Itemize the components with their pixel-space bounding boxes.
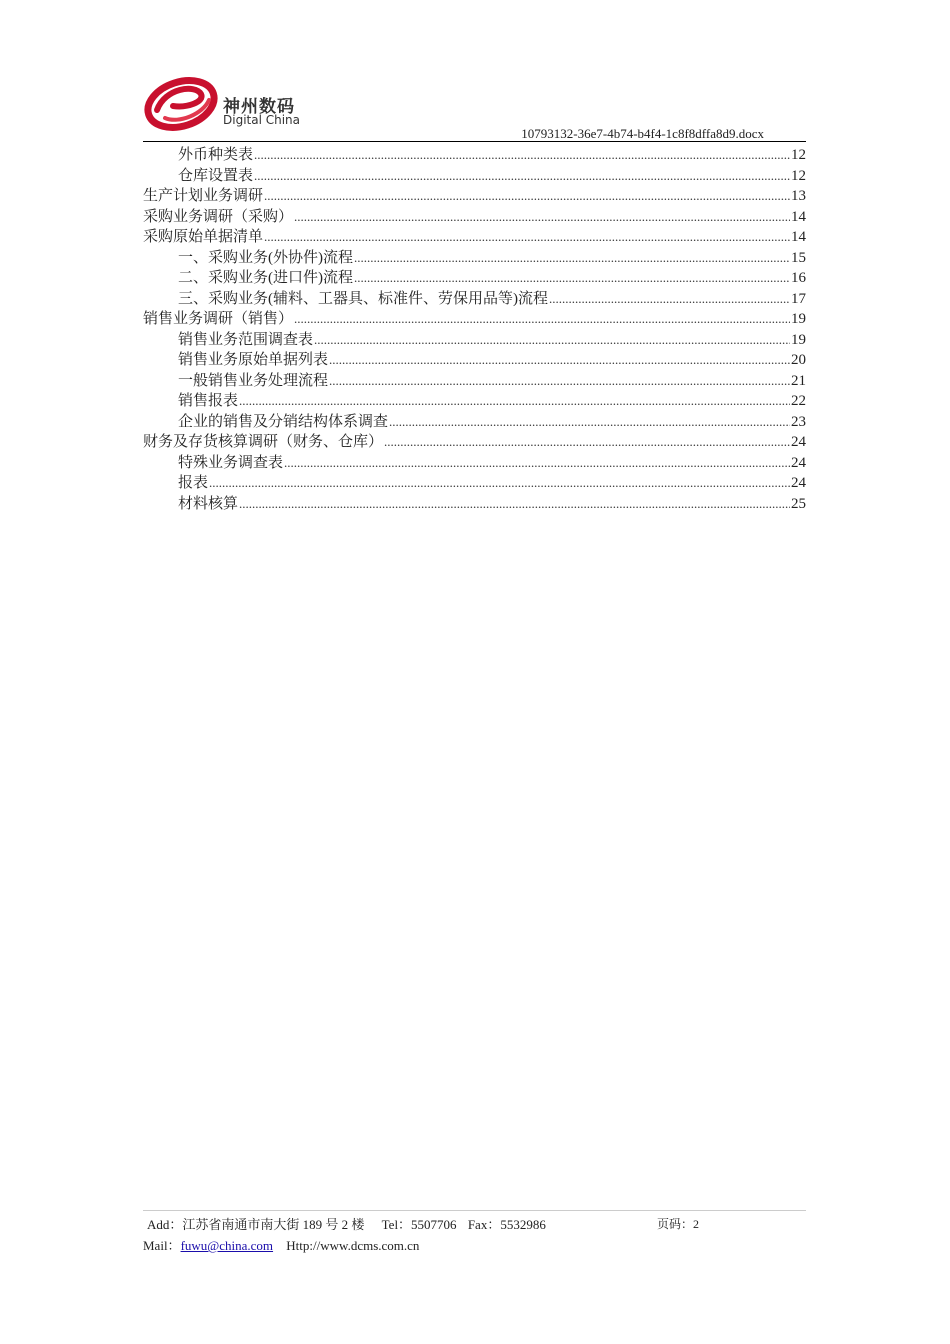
toc-entry[interactable] xyxy=(143,248,806,269)
toc-leader-dots xyxy=(384,432,790,453)
footer-tel: Tel：5507706 xyxy=(381,1217,457,1232)
toc-entry-title: 采购业务调研（采购） xyxy=(143,208,294,225)
toc-entry-title: 销售业务原始单据列表 xyxy=(178,352,329,368)
document-filename: 10793132-36e7-4b74-b4f4-1c8f8dffa8d9.docx xyxy=(521,126,764,141)
toc-leader-dots xyxy=(264,227,790,248)
toc-entry[interactable] xyxy=(143,166,806,187)
toc-entry-title: 外币种类表 xyxy=(178,147,254,163)
toc-entry-title: 销售业务调研（销售） xyxy=(143,311,294,327)
footer-divider xyxy=(143,1210,806,1211)
page-footer xyxy=(143,1214,806,1256)
toc-leader-dots xyxy=(549,289,790,310)
toc-entry-title: 财务及存货核算调研（财务、仓库） xyxy=(143,434,384,450)
toc-entry-page: 15 xyxy=(791,249,806,266)
toc-entry-page: 14 xyxy=(791,229,806,245)
toc-entry[interactable] xyxy=(143,330,806,351)
toc-leader-dots xyxy=(254,145,790,166)
footer-mail-link[interactable]: fuwu@china.com xyxy=(180,1238,274,1253)
toc-entry-title: 采购原始单据清单 xyxy=(143,229,264,245)
footer-mail-label: Mail： xyxy=(143,1238,181,1253)
toc-entry-title: 一般销售业务处理流程 xyxy=(178,372,329,389)
toc-entry-title: 销售报表 xyxy=(178,393,239,409)
toc-entry-page: 24 xyxy=(791,454,806,471)
toc-leader-dots xyxy=(389,412,790,433)
toc-entry-page: 16 xyxy=(791,270,806,286)
footer-fax: Fax：5532986 xyxy=(467,1217,546,1232)
toc-entry[interactable] xyxy=(143,309,806,330)
toc-leader-dots xyxy=(294,207,790,228)
header-divider xyxy=(143,141,806,142)
toc-entry-page: 14 xyxy=(791,208,806,225)
toc-entry-page: 24 xyxy=(791,475,806,491)
toc-entry-title: 企业的销售及分销结构体系调查 xyxy=(178,413,389,430)
toc-entry[interactable] xyxy=(143,412,806,433)
toc-leader-dots xyxy=(354,268,790,289)
toc-entry[interactable] xyxy=(143,432,806,453)
toc-leader-dots xyxy=(294,309,790,330)
toc-entry-title: 报表 xyxy=(178,475,209,491)
toc-leader-dots xyxy=(329,350,790,371)
footer-contact-line xyxy=(143,1214,806,1235)
toc-entry[interactable] xyxy=(143,268,806,289)
toc-entry-title: 销售业务范围调查表 xyxy=(178,331,314,348)
toc-entry-page: 21 xyxy=(791,372,806,389)
toc-entry-page: 23 xyxy=(791,413,806,430)
footer-page-number: 页码：2 xyxy=(657,1217,700,1231)
toc-entry-page: 25 xyxy=(791,495,806,512)
toc-leader-dots xyxy=(329,371,790,392)
toc-leader-dots xyxy=(354,248,790,269)
toc-entry-page: 24 xyxy=(791,434,806,450)
toc-leader-dots xyxy=(239,391,790,412)
toc-entry-page: 17 xyxy=(791,290,806,307)
toc-entry[interactable] xyxy=(143,371,806,392)
toc-entry-title: 仓库设置表 xyxy=(178,167,254,184)
toc-leader-dots xyxy=(284,453,790,474)
toc-entry-page: 20 xyxy=(791,352,806,368)
toc-entry[interactable] xyxy=(143,289,806,310)
toc-entry[interactable] xyxy=(143,227,806,248)
toc-entry-title: 三、采购业务(辅料、工器具、标准件、劳保用品等)流程 xyxy=(178,290,548,307)
footer-address: Add：江苏省南通市南大街 189 号 2 楼 xyxy=(147,1217,365,1232)
toc-entry[interactable] xyxy=(143,186,806,207)
logo-text-en: Digital China xyxy=(223,113,301,127)
footer-website: Http://www.dcms.com.cn xyxy=(286,1238,420,1253)
toc-leader-dots xyxy=(264,186,790,207)
toc-entry-page: 19 xyxy=(791,331,806,348)
toc-leader-dots xyxy=(209,473,790,494)
toc-entry[interactable] xyxy=(143,350,806,371)
toc-entry-title: 一、采购业务(外协件)流程 xyxy=(178,249,353,266)
toc-leader-dots xyxy=(239,494,790,515)
toc-entry[interactable] xyxy=(143,145,806,166)
toc-entry-page: 19 xyxy=(791,311,806,327)
toc-entry-title: 材料核算 xyxy=(178,495,239,512)
table-of-contents xyxy=(143,145,806,514)
toc-entry-page: 12 xyxy=(791,167,806,184)
toc-leader-dots xyxy=(314,330,790,351)
toc-entry[interactable] xyxy=(143,494,806,515)
toc-entry[interactable] xyxy=(143,453,806,474)
logo-text-cn: 神州数码 xyxy=(223,97,295,117)
toc-entry[interactable] xyxy=(143,473,806,494)
toc-entry-title: 生产计划业务调研 xyxy=(143,188,264,204)
toc-entry-page: 22 xyxy=(791,393,806,409)
toc-leader-dots xyxy=(254,166,790,187)
toc-entry-page: 12 xyxy=(791,147,806,163)
page-header xyxy=(143,70,806,142)
footer-mail-line xyxy=(143,1235,806,1256)
toc-entry[interactable] xyxy=(143,391,806,412)
toc-entry-title: 特殊业务调查表 xyxy=(178,454,284,471)
toc-entry-page: 13 xyxy=(791,188,806,204)
toc-entry[interactable] xyxy=(143,207,806,228)
toc-entry-title: 二、采购业务(进口件)流程 xyxy=(178,270,353,286)
